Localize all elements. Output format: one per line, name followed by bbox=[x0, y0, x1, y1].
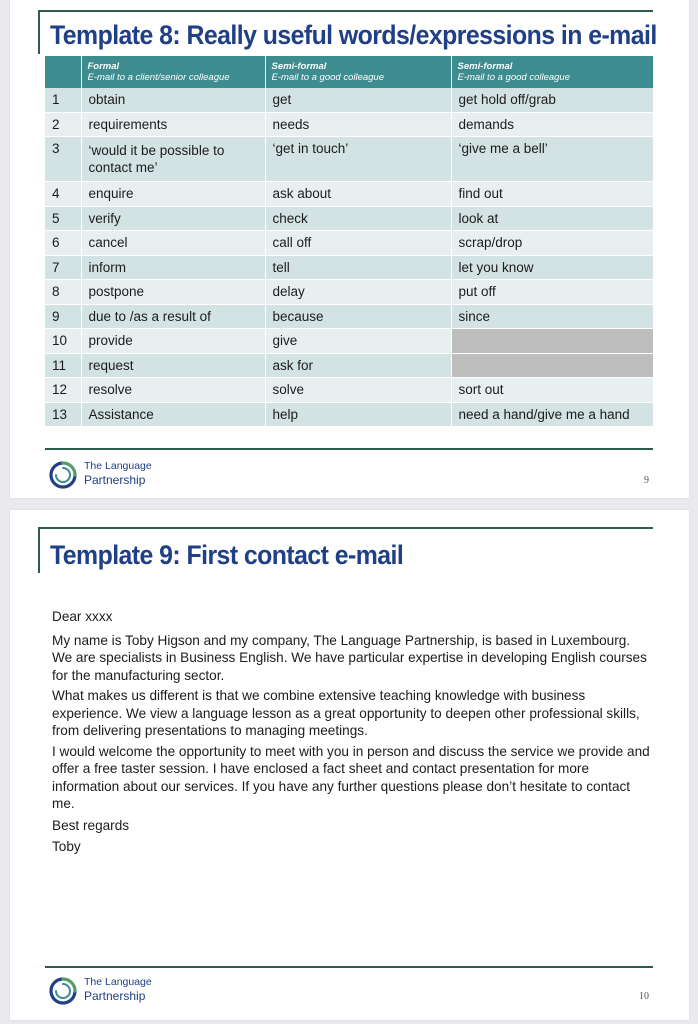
header-formal bbox=[81, 56, 265, 88]
semi-formal-cell: tell bbox=[265, 255, 451, 280]
table-row bbox=[45, 255, 653, 280]
table-row bbox=[45, 329, 653, 354]
table-row bbox=[45, 353, 653, 378]
logo-text-line2: Partnership bbox=[84, 473, 146, 487]
semi-formal-alt-cell: demands bbox=[451, 112, 653, 137]
semi-formal-cell: because bbox=[265, 304, 451, 329]
formal-cell: request bbox=[81, 353, 265, 378]
company-logo bbox=[48, 974, 178, 1006]
semi-formal-alt-cell: look at bbox=[451, 206, 653, 231]
row-number: 7 bbox=[45, 255, 81, 280]
signature: Toby bbox=[52, 839, 81, 854]
semi-formal-cell: help bbox=[265, 402, 451, 427]
row-number: 2 bbox=[45, 112, 81, 137]
letter-paragraph: My name is Toby Higson and my company, The Language Partnership, is based in Luxembourg. We are specialists in Business English. We have particular expertise in developing English courses for the manufacturing sector. bbox=[52, 632, 647, 683]
semi-formal-cell: delay bbox=[265, 280, 451, 305]
closing: Best regards bbox=[52, 817, 130, 833]
table-row bbox=[45, 137, 653, 182]
semi-formal-cell: check bbox=[265, 206, 451, 231]
formal-cell: ‘would it be possible to contact me’ bbox=[81, 137, 265, 182]
logo-text-line2: Partnership bbox=[84, 989, 146, 1003]
table-header-row bbox=[45, 56, 653, 88]
letter-paragraph: I would welcome the opportunity to meet with you in person and discuss the service we provide and offer a free taster session. I have enclosed a fact sheet and contact presentation for more information about our services. If you have any further questions please don’t hesitate to contact me. bbox=[52, 743, 650, 811]
title-rule bbox=[38, 527, 653, 529]
header-register: Semi-formal bbox=[271, 61, 327, 72]
row-number: 10 bbox=[45, 329, 81, 354]
semi-formal-alt-cell: scrap/drop bbox=[451, 231, 653, 256]
semi-formal-alt-cell: ‘give me a bell’ bbox=[451, 137, 653, 182]
row-number: 1 bbox=[45, 88, 81, 112]
row-number: 11 bbox=[45, 353, 81, 378]
row-number: 13 bbox=[45, 402, 81, 427]
title-rule bbox=[38, 10, 653, 12]
semi-formal-cell: give bbox=[265, 329, 451, 354]
formal-cell: provide bbox=[81, 329, 265, 354]
header-semi-formal-2 bbox=[451, 56, 653, 88]
semi-formal-alt-cell: let you know bbox=[451, 255, 653, 280]
formal-cell: Assistance bbox=[81, 402, 265, 427]
formal-cell: inform bbox=[81, 255, 265, 280]
semi-formal-cell: call off bbox=[265, 231, 451, 256]
formal-cell: verify bbox=[81, 206, 265, 231]
empty-cell bbox=[451, 329, 653, 354]
semi-formal-alt-cell: since bbox=[451, 304, 653, 329]
table-row bbox=[45, 378, 653, 403]
page-number: 9 bbox=[644, 475, 649, 486]
formal-cell: enquire bbox=[81, 182, 265, 207]
page-number: 10 bbox=[639, 991, 649, 1002]
email-letter bbox=[52, 608, 652, 859]
vocabulary-table bbox=[45, 56, 654, 427]
empty-cell bbox=[451, 353, 653, 378]
formal-cell: due to /as a result of bbox=[81, 304, 265, 329]
semi-formal-cell: ask about bbox=[265, 182, 451, 207]
table-row bbox=[45, 112, 653, 137]
table-row bbox=[45, 182, 653, 207]
row-number: 6 bbox=[45, 231, 81, 256]
slide-title: Template 8: Really useful words/expressions in e-mail bbox=[50, 20, 657, 50]
header-audience: E-mail to a good colleague bbox=[271, 72, 384, 83]
header-semi-formal-1 bbox=[265, 56, 451, 88]
semi-formal-cell: get bbox=[265, 88, 451, 112]
semi-formal-alt-cell: sort out bbox=[451, 378, 653, 403]
header-audience: E-mail to a client/senior colleague bbox=[87, 72, 230, 83]
formal-cell: postpone bbox=[81, 280, 265, 305]
formal-cell: requirements bbox=[81, 112, 265, 137]
row-number: 8 bbox=[45, 280, 81, 305]
row-number: 4 bbox=[45, 182, 81, 207]
row-number: 12 bbox=[45, 378, 81, 403]
row-number: 3 bbox=[45, 137, 81, 182]
table-row bbox=[45, 231, 653, 256]
semi-formal-cell: ask for bbox=[265, 353, 451, 378]
table-row bbox=[45, 280, 653, 305]
formal-cell: resolve bbox=[81, 378, 265, 403]
semi-formal-alt-cell: need a hand/give me a hand bbox=[451, 402, 653, 427]
logo-text-line1: The Language bbox=[84, 976, 152, 988]
header-register: Formal bbox=[87, 61, 120, 72]
formal-cell: obtain bbox=[81, 88, 265, 112]
semi-formal-alt-cell: get hold off/grab bbox=[451, 88, 653, 112]
semi-formal-cell: ‘get in touch’ bbox=[265, 137, 451, 182]
slide-template-9 bbox=[10, 510, 689, 1020]
semi-formal-cell: needs bbox=[265, 112, 451, 137]
semi-formal-cell: solve bbox=[265, 378, 451, 403]
letter-paragraph: What makes us different is that we combine extensive teaching knowledge with business experience. We view a language lesson as a great opportunity to deepen other professional skills, from delivering presentations to managing meetings. bbox=[52, 688, 640, 738]
footer-rule bbox=[45, 448, 653, 450]
salutation: Dear xxxx bbox=[52, 609, 113, 624]
table-row bbox=[45, 304, 653, 329]
row-number: 5 bbox=[45, 206, 81, 231]
logo-text-line1: The Language bbox=[84, 460, 152, 472]
company-logo bbox=[48, 458, 178, 490]
header-audience: E-mail to a good colleague bbox=[457, 72, 570, 83]
header-register: Semi-formal bbox=[457, 61, 513, 72]
row-number: 9 bbox=[45, 304, 81, 329]
logo-swirl-icon bbox=[48, 460, 78, 490]
slide-title: Template 9: First contact e-mail bbox=[50, 540, 404, 570]
title-bar bbox=[38, 10, 40, 54]
logo-swirl-icon bbox=[48, 976, 78, 1006]
title-bar bbox=[38, 527, 40, 573]
slide-template-8 bbox=[10, 0, 689, 498]
table-row bbox=[45, 402, 653, 427]
semi-formal-alt-cell: find out bbox=[451, 182, 653, 207]
table-row bbox=[45, 88, 653, 112]
footer-rule bbox=[45, 966, 653, 968]
semi-formal-alt-cell: put off bbox=[451, 280, 653, 305]
table-row bbox=[45, 206, 653, 231]
formal-cell: cancel bbox=[81, 231, 265, 256]
header-number bbox=[45, 56, 81, 88]
